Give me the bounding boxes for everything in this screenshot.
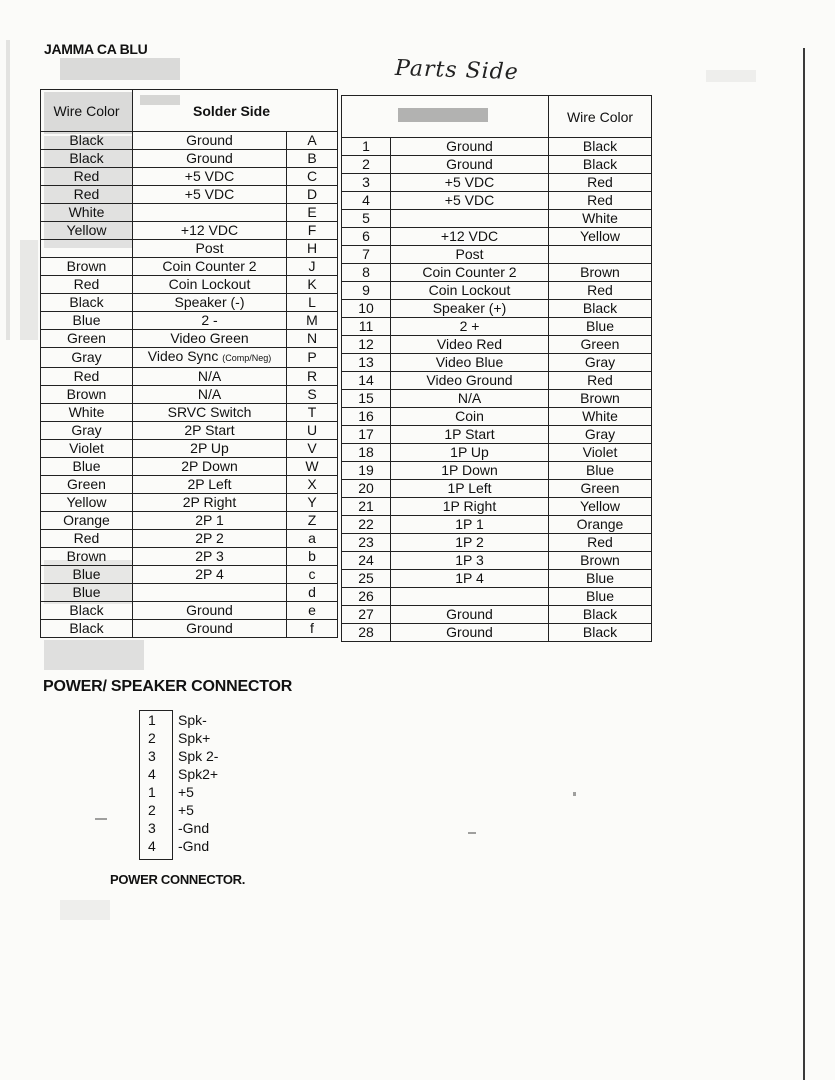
table-row: [41, 204, 338, 222]
connector-pin-number: 3: [148, 820, 156, 836]
pin-cell: 25: [342, 570, 391, 588]
wire-color-cell: Violet: [549, 444, 652, 462]
pin-cell: Y: [287, 494, 338, 512]
table-row: [342, 516, 652, 534]
wire-color-cell: White: [549, 210, 652, 228]
function-label: N/A: [197, 386, 222, 402]
pin-cell: b: [287, 548, 338, 566]
pin-cell: 16: [342, 408, 391, 426]
pin-cell: R: [287, 368, 338, 386]
table-row: [342, 588, 652, 606]
table-row: [41, 132, 338, 150]
function-cell: [133, 512, 287, 530]
table-row: [41, 512, 338, 530]
function-cell: [133, 330, 287, 348]
wire-color-cell: Blue: [549, 318, 652, 336]
wire-color-cell: White: [41, 204, 133, 222]
table-row: [342, 606, 652, 624]
table-row: [342, 534, 652, 552]
pin-cell: N: [287, 330, 338, 348]
function-cell: [133, 458, 287, 476]
wire-color-cell: Red: [41, 368, 133, 386]
pin-cell: 8: [342, 264, 391, 282]
wire-color-cell: Black: [549, 624, 652, 642]
wire-color-cell: Brown: [41, 548, 133, 566]
table-row: [342, 462, 652, 480]
table-row: [41, 150, 338, 168]
function-label: N/A: [197, 368, 222, 384]
table-row: [342, 408, 652, 426]
function-cell: [133, 150, 287, 168]
function-cell: 2 +: [391, 318, 549, 336]
function-label: 2P Left: [187, 476, 232, 492]
wire-color-cell: Yellow: [41, 494, 133, 512]
table-row: [41, 240, 338, 258]
wire-color-cell: Blue: [549, 588, 652, 606]
pin-cell: S: [287, 386, 338, 404]
table-row: [41, 348, 338, 368]
function-cell: Speaker (+): [391, 300, 549, 318]
wire-color-cell: Black: [41, 620, 133, 638]
function-cell: [133, 240, 287, 258]
table-row: [342, 300, 652, 318]
table-row: [41, 312, 338, 330]
table-row: [41, 404, 338, 422]
function-label: Post: [195, 240, 224, 256]
function-label: Ground: [186, 620, 233, 636]
wire-color-cell: Blue: [41, 312, 133, 330]
pin-cell: J: [287, 258, 338, 276]
wire-color-cell: Brown: [549, 390, 652, 408]
pin-cell: D: [287, 186, 338, 204]
function-cell: [133, 404, 287, 422]
function-cell: [391, 588, 549, 606]
pin-cell: 9: [342, 282, 391, 300]
function-cell: 1P 1: [391, 516, 549, 534]
pin-cell: f: [287, 620, 338, 638]
wire-color-cell: Violet: [41, 440, 133, 458]
table-row: [342, 372, 652, 390]
wire-color-cell: Orange: [41, 512, 133, 530]
wire-color-cell: Green: [549, 336, 652, 354]
pin-cell: a: [287, 530, 338, 548]
table-row: [342, 426, 652, 444]
pin-cell: X: [287, 476, 338, 494]
function-cell: [133, 348, 287, 368]
function-cell: 1P Up: [391, 444, 549, 462]
function-cell: [133, 186, 287, 204]
connector-row: [148, 711, 218, 729]
table-row: [342, 174, 652, 192]
table-row: [342, 498, 652, 516]
wire-color-cell: Green: [549, 480, 652, 498]
function-label: 2P Up: [190, 440, 229, 456]
parts-side-header: [342, 96, 549, 138]
wire-color-cell: Red: [549, 192, 652, 210]
table-row: [41, 620, 338, 638]
pin-cell: 2: [342, 156, 391, 174]
table-row: [342, 282, 652, 300]
connector-row: [148, 819, 218, 837]
pin-cell: 14: [342, 372, 391, 390]
table-row: [342, 210, 652, 228]
connector-row: [148, 783, 218, 801]
function-note: (Comp/Neg): [222, 353, 272, 363]
connector-pin-label: +5: [178, 784, 194, 800]
document-title: JAMMA CA BLU: [44, 41, 148, 57]
function-cell: +5 VDC: [391, 174, 549, 192]
table-row: [41, 584, 338, 602]
connector-pin-number: 1: [148, 784, 156, 800]
pin-cell: P: [287, 348, 338, 368]
table-row: [41, 530, 338, 548]
connector-pin-number: 2: [148, 730, 156, 746]
wire-color-cell: Black: [41, 132, 133, 150]
table-row: [342, 336, 652, 354]
wire-color-cell: Blue: [41, 584, 133, 602]
function-cell: [133, 276, 287, 294]
table-row: [41, 602, 338, 620]
wire-color-cell: White: [41, 404, 133, 422]
connector-pin-label: -Gnd: [178, 820, 210, 836]
function-label: Coin Counter 2: [162, 258, 257, 274]
wire-color-cell: Red: [549, 282, 652, 300]
wire-color-cell: Brown: [549, 264, 652, 282]
table-row: [41, 476, 338, 494]
function-cell: 1P 2: [391, 534, 549, 552]
table-row: [41, 386, 338, 404]
function-cell: Coin Lockout: [391, 282, 549, 300]
function-cell: [391, 210, 549, 228]
wire-color-cell: Yellow: [41, 222, 133, 240]
wire-color-cell: Black: [41, 294, 133, 312]
parts-side-table: [341, 95, 652, 642]
connector-pin-number: 1: [148, 712, 156, 728]
function-label: 2P 1: [195, 512, 224, 528]
function-cell: [133, 440, 287, 458]
function-label: 2P Start: [184, 422, 235, 438]
pin-cell: 11: [342, 318, 391, 336]
function-label: Ground: [186, 132, 233, 148]
table-row: [342, 318, 652, 336]
table-row: [41, 566, 338, 584]
solder-side-header: Solder Side: [133, 90, 338, 132]
table-row: [41, 458, 338, 476]
pin-cell: V: [287, 440, 338, 458]
pin-cell: 24: [342, 552, 391, 570]
function-cell: [133, 566, 287, 584]
pin-cell: d: [287, 584, 338, 602]
function-cell: [133, 548, 287, 566]
power-connector-label: POWER CONNECTOR.: [110, 872, 246, 887]
function-cell: [133, 294, 287, 312]
function-cell: [133, 530, 287, 548]
table-row: [342, 570, 652, 588]
function-cell: [133, 386, 287, 404]
connector-pin-label: -Gnd: [178, 838, 210, 854]
pin-cell: 27: [342, 606, 391, 624]
table-row: [41, 186, 338, 204]
pin-cell: 6: [342, 228, 391, 246]
pin-cell: 7: [342, 246, 391, 264]
pin-cell: M: [287, 312, 338, 330]
pin-cell: E: [287, 204, 338, 222]
pin-cell: L: [287, 294, 338, 312]
connector-pin-number: 2: [148, 802, 156, 818]
pin-cell: 5: [342, 210, 391, 228]
table-row: [41, 294, 338, 312]
connector-pin-label: Spk2+: [178, 766, 219, 782]
wire-color-cell: Black: [549, 300, 652, 318]
pin-cell: 12: [342, 336, 391, 354]
wire-color-cell: Red: [549, 534, 652, 552]
parts-wire-color-header: Wire Color: [549, 96, 652, 138]
wire-color-cell: Brown: [41, 258, 133, 276]
handwritten-note: Parts Side: [394, 55, 520, 86]
connector-pin-number: 4: [148, 766, 156, 782]
table-row: [342, 246, 652, 264]
function-cell: 1P Down: [391, 462, 549, 480]
function-cell: 1P Right: [391, 498, 549, 516]
function-cell: 1P Left: [391, 480, 549, 498]
function-cell: Video Blue: [391, 354, 549, 372]
wire-color-cell: Black: [549, 156, 652, 174]
pin-cell: 23: [342, 534, 391, 552]
table-row: [41, 168, 338, 186]
pin-cell: A: [287, 132, 338, 150]
function-cell: 1P 4: [391, 570, 549, 588]
function-cell: [133, 312, 287, 330]
function-cell: [133, 222, 287, 240]
connector-pin-number: 4: [148, 838, 156, 854]
function-label: 2P 4: [195, 566, 224, 582]
connector-row: [148, 747, 218, 765]
function-cell: +12 VDC: [391, 228, 549, 246]
wire-color-cell: [549, 246, 652, 264]
function-cell: Coin Counter 2: [391, 264, 549, 282]
function-cell: [133, 476, 287, 494]
function-cell: Ground: [391, 606, 549, 624]
table-row: [342, 192, 652, 210]
connector-pin-label: +5: [178, 802, 194, 818]
pin-cell: 1: [342, 138, 391, 156]
pin-cell: 13: [342, 354, 391, 372]
function-cell: [133, 368, 287, 386]
function-label: 2P Down: [181, 458, 238, 474]
solder-side-table: [40, 89, 338, 638]
function-cell: [133, 494, 287, 512]
function-cell: 1P 3: [391, 552, 549, 570]
wire-color-cell: Blue: [41, 458, 133, 476]
function-label: SRVC Switch: [167, 404, 252, 420]
connector-pin-label: Spk-: [178, 712, 207, 728]
function-label: +12 VDC: [180, 222, 239, 238]
pin-cell: 26: [342, 588, 391, 606]
wire-color-cell: Yellow: [549, 228, 652, 246]
table-row: [41, 276, 338, 294]
table-row: [41, 440, 338, 458]
function-cell: Ground: [391, 156, 549, 174]
connector-row: [148, 801, 218, 819]
function-label: Ground: [186, 150, 233, 166]
function-cell: 1P Start: [391, 426, 549, 444]
wire-color-cell: Red: [549, 174, 652, 192]
wire-color-cell: Black: [41, 150, 133, 168]
function-label: 2P Right: [182, 494, 237, 510]
function-cell: [133, 584, 287, 602]
table-row: [342, 390, 652, 408]
pin-cell: F: [287, 222, 338, 240]
pin-cell: 15: [342, 390, 391, 408]
table-row: [342, 264, 652, 282]
connector-row: [148, 729, 218, 747]
pin-cell: 20: [342, 480, 391, 498]
function-label: Ground: [186, 602, 233, 618]
wire-color-cell: Green: [41, 330, 133, 348]
function-label: Coin Lockout: [168, 276, 251, 292]
pin-cell: e: [287, 602, 338, 620]
pin-cell: C: [287, 168, 338, 186]
function-cell: Post: [391, 246, 549, 264]
function-label: Speaker (-): [174, 294, 245, 310]
pin-cell: B: [287, 150, 338, 168]
power-speaker-title: POWER/ SPEAKER CONNECTOR: [43, 678, 293, 695]
wire-color-cell: [41, 240, 133, 258]
function-cell: Coin: [391, 408, 549, 426]
wire-color-cell: Red: [41, 186, 133, 204]
pin-cell: 28: [342, 624, 391, 642]
wire-color-cell: Blue: [41, 566, 133, 584]
function-label: Video Green: [170, 330, 249, 346]
function-cell: [133, 132, 287, 150]
pin-cell: 17: [342, 426, 391, 444]
wire-color-cell: Brown: [41, 386, 133, 404]
pin-cell: 19: [342, 462, 391, 480]
table-row: [342, 444, 652, 462]
table-row: [41, 330, 338, 348]
pin-cell: T: [287, 404, 338, 422]
wire-color-cell: Orange: [549, 516, 652, 534]
pin-cell: W: [287, 458, 338, 476]
function-cell: [133, 258, 287, 276]
function-label: 2 -: [201, 312, 218, 328]
pin-cell: U: [287, 422, 338, 440]
wire-color-cell: Brown: [549, 552, 652, 570]
table-row: [342, 624, 652, 642]
wire-color-cell: Gray: [41, 348, 133, 368]
function-cell: [133, 204, 287, 222]
wire-color-cell: Red: [41, 276, 133, 294]
table-row: [41, 494, 338, 512]
table-row: [342, 138, 652, 156]
function-label: Video Sync: [147, 348, 219, 364]
function-cell: Video Ground: [391, 372, 549, 390]
pin-cell: 18: [342, 444, 391, 462]
pin-cell: 10: [342, 300, 391, 318]
wire-color-cell: Yellow: [549, 498, 652, 516]
wire-color-cell: Green: [41, 476, 133, 494]
connector-pin-number: 3: [148, 748, 156, 764]
table-row: [342, 354, 652, 372]
connector-row: [148, 765, 218, 783]
function-cell: +5 VDC: [391, 192, 549, 210]
table-row: [41, 422, 338, 440]
table-row: [41, 548, 338, 566]
table-row: [41, 222, 338, 240]
connector-pin-list: [148, 711, 218, 855]
wire-color-cell: Gray: [41, 422, 133, 440]
function-label: 2P 3: [195, 548, 224, 564]
table-row: [342, 552, 652, 570]
function-cell: [133, 620, 287, 638]
connector-pin-label: Spk 2-: [178, 748, 219, 764]
pin-cell: 22: [342, 516, 391, 534]
wire-color-cell: White: [549, 408, 652, 426]
pin-cell: 21: [342, 498, 391, 516]
pin-cell: 3: [342, 174, 391, 192]
wire-color-cell: Blue: [549, 570, 652, 588]
pin-cell: K: [287, 276, 338, 294]
function-cell: Ground: [391, 138, 549, 156]
wire-color-cell: Red: [41, 530, 133, 548]
table-row: [342, 480, 652, 498]
function-label: +5 VDC: [184, 186, 235, 202]
wire-color-cell: Gray: [549, 354, 652, 372]
connector-row: [148, 837, 218, 855]
function-cell: [133, 422, 287, 440]
function-cell: Ground: [391, 624, 549, 642]
function-cell: Video Red: [391, 336, 549, 354]
wire-color-cell: Black: [549, 606, 652, 624]
function-cell: [133, 602, 287, 620]
function-label: 2P 2: [195, 530, 224, 546]
wire-color-cell: Black: [41, 602, 133, 620]
function-cell: N/A: [391, 390, 549, 408]
table-row: [41, 368, 338, 386]
wire-color-cell: Red: [549, 372, 652, 390]
connector-pin-label: Spk+: [178, 730, 211, 746]
page-edge: [803, 48, 805, 1080]
pin-cell: 4: [342, 192, 391, 210]
table-row: [342, 228, 652, 246]
wire-color-cell: Black: [549, 138, 652, 156]
wire-color-cell: Red: [41, 168, 133, 186]
pin-cell: Z: [287, 512, 338, 530]
function-label: +5 VDC: [184, 168, 235, 184]
pin-cell: H: [287, 240, 338, 258]
solder-wire-color-header: Wire Color: [41, 90, 133, 132]
pin-cell: c: [287, 566, 338, 584]
wire-color-cell: Blue: [549, 462, 652, 480]
table-row: [342, 156, 652, 174]
function-cell: [133, 168, 287, 186]
wire-color-cell: Gray: [549, 426, 652, 444]
table-row: [41, 258, 338, 276]
